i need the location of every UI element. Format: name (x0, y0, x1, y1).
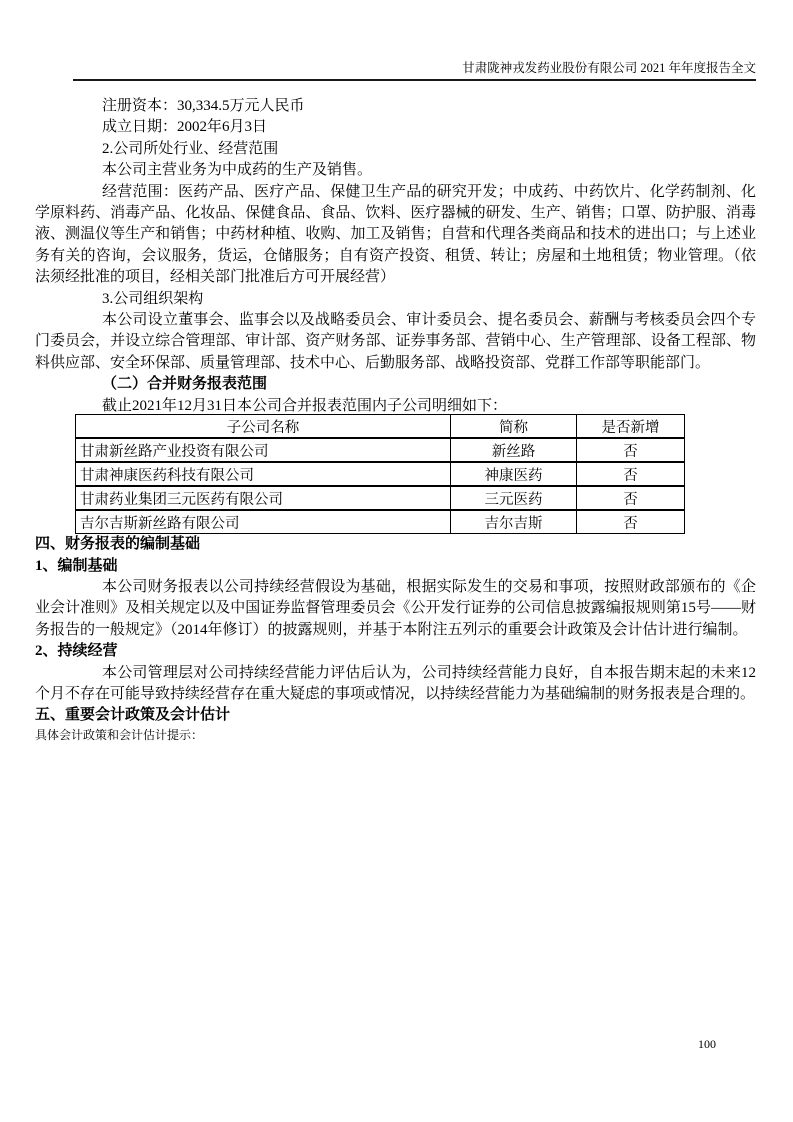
preparation-basis-paragraph: 本公司财务报表以公司持续经营假设为基础，根据实际发生的交易和事项，按照财政部颁布的《企业会计准则》及相关规定以及中国证券监督管理委员会《公开发行证券的公司信息披露编报规则第15号——财务报告的一般规定》（2014年修订）的披露规则，并基于本附注五列示的重要会计政策及会计估计进行编制。 (35, 578, 756, 638)
business-scope-paragraph: 经营范围：医药产品、医疗产品、保健卫生产品的研究开发；中成药、中药饮片、化学药制剂、化学原料药、消毒产品、化妆品、保健食品、食品、饮料、医疗器械的研发、生产、销售；口罩、防护服、消毒液、测温仪等生产和销售；中药材种植、收购、加工及销售；自营和代理各类商品和技术的进出口；与上述业务有关的咨询，会议服务，货运，仓储服务；自有资产投资、租赁、转让；房屋和土地租赁；物业管理。（依法须经批准的项目，经相关部门批准后方可开展经营） (35, 183, 756, 286)
consolidation-intro-line: 截止2021年12月31日本公司合并报表范围内子公司明细如下： (102, 397, 508, 414)
table-cell: 甘肃新丝路产业投资有限公司 (76, 438, 451, 462)
document-content (35, 96, 756, 743)
consolidation-scope-heading: （二）合并财务报表范围 (102, 376, 268, 393)
subsidiaries-table (75, 414, 685, 534)
table-cell: 三元医药 (451, 486, 577, 510)
table-header-cell: 是否新增 (577, 415, 685, 439)
table-cell: 否 (577, 462, 685, 486)
going-concern-paragraph: 本公司管理层对公司持续经营能力评估后认为，公司持续经营能力良好，自本报告期末起的未来12个月不存在可能导致持续经营存在重大疑虑的事项或情况，以持续经营能力为基础编制的财务报表是合理的。 (35, 664, 756, 702)
table-row (76, 438, 685, 462)
section-5-title: 五、重要会计政策及会计估计 (35, 707, 231, 724)
table-header-cell: 子公司名称 (76, 415, 451, 439)
table-cell: 新丝路 (451, 438, 577, 462)
table-cell: 否 (577, 438, 685, 462)
table-cell: 否 (577, 486, 685, 510)
table-row (76, 486, 685, 510)
table-cell: 甘肃药业集团三元医药有限公司 (76, 486, 451, 510)
header-title: 甘肃陇神戎发药业股份有限公司 2021 年年度报告全文 (462, 61, 756, 75)
page-header (462, 60, 756, 76)
subsidiaries-table-body (76, 438, 685, 534)
table-cell: 吉尔吉斯新丝路有限公司 (76, 510, 451, 534)
table-header-row (76, 415, 685, 439)
section-4-title: 四、财务报表的编制基础 (35, 536, 201, 553)
accounting-policy-note: 具体会计政策和会计估计提示： (35, 727, 204, 742)
table-row (76, 510, 685, 534)
table-header-cell: 简称 (451, 415, 577, 439)
subsidiaries-table-head (76, 415, 685, 439)
table-cell: 否 (577, 510, 685, 534)
table-cell: 神康医药 (451, 462, 577, 486)
main-business-line: 本公司主营业务为中成药的生产及销售。 (102, 162, 373, 179)
establish-date-line: 成立日期：2002年6月3日 (102, 119, 268, 136)
registered-capital-line: 注册资本：30,334.5万元人民币 (102, 98, 305, 114)
header-rule (73, 79, 756, 81)
section-4-1-title: 1、编制基础 (35, 557, 118, 574)
industry-scope-heading: 2.公司所处行业、经营范围 (102, 140, 279, 157)
page-number: 100 (698, 1037, 716, 1051)
section-4-2-title: 2、持续经营 (35, 643, 118, 660)
org-structure-paragraph: 本公司设立董事会、监事会以及战略委员会、审计委员会、提名委员会、薪酬与考核委员会四个专门委员会，并设立综合管理部、审计部、资产财务部、证券事务部、营销中心、生产管理部、设备工程部、物料供应部、安全环保部、质量管理部、技术中心、后勤服务部、战略投资部、党群工作部等职能部门。 (35, 312, 756, 371)
org-structure-heading: 3.公司组织架构 (102, 290, 204, 307)
table-cell: 吉尔吉斯 (451, 510, 577, 534)
table-cell: 甘肃神康医药科技有限公司 (76, 462, 451, 486)
table-row (76, 462, 685, 486)
